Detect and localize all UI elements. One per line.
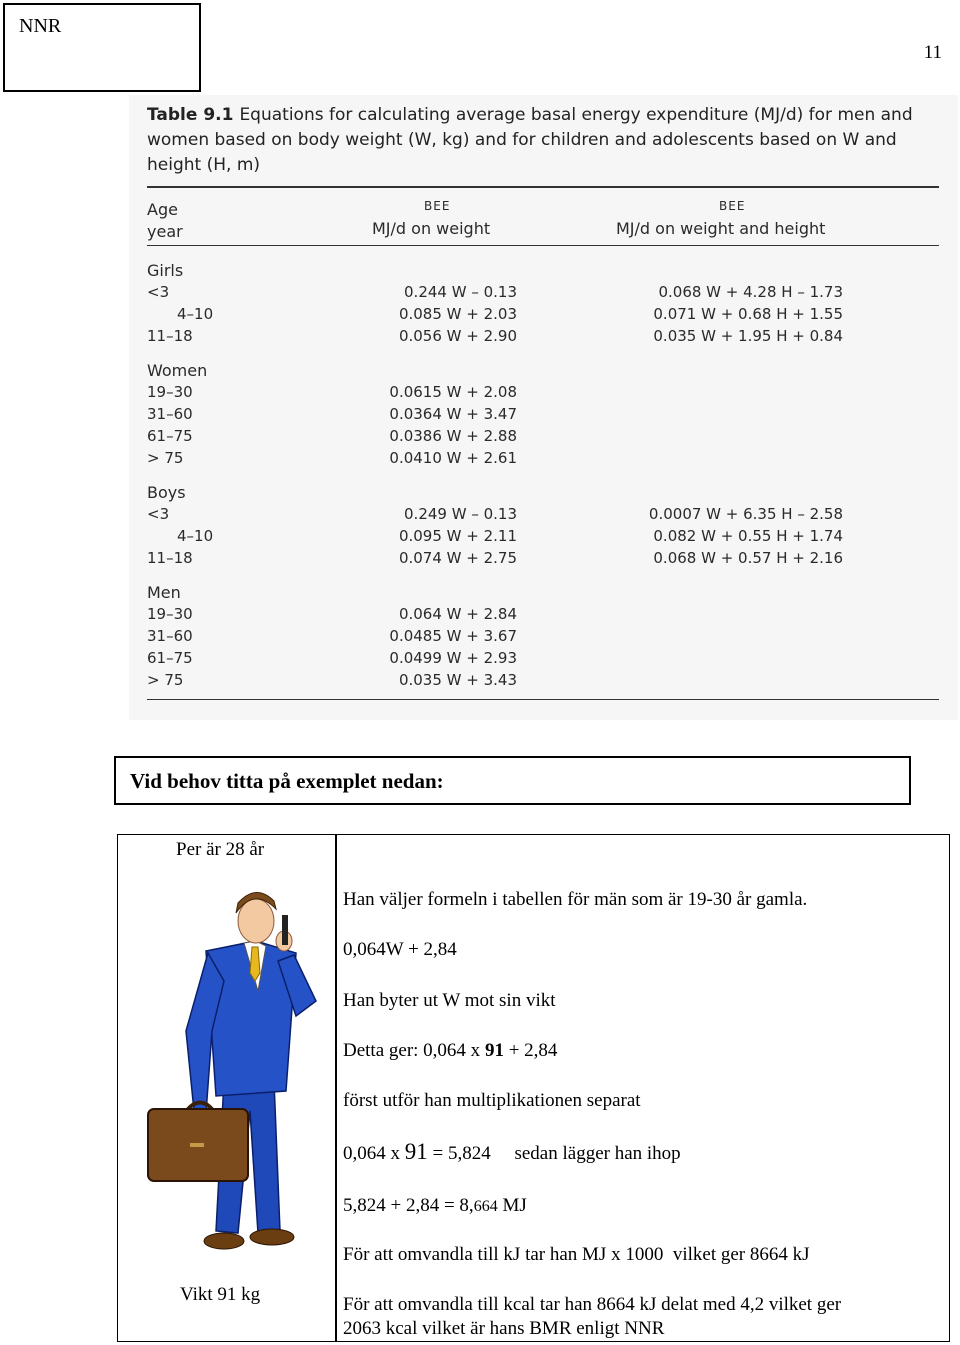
text-line-7-pre: 5,824 + 2,84 = 8, xyxy=(343,1195,474,1216)
col-weight-height-label: MJ/d on weight and height xyxy=(616,219,826,238)
weight-formula: 0.074 W + 2.75 xyxy=(398,549,517,567)
weight-formula: 0.0499 W + 2.93 xyxy=(389,649,517,667)
text-line-10: 2063 kcal vilket är hans BMR enligt NNR xyxy=(343,1318,665,1339)
table-rule-top xyxy=(147,186,939,188)
table-caption-text: Equations for calculating average basal energy expenditure (MJ/d) for men and women based on body weight (W, kg) and for children and adolescents based on W and height (H, m) xyxy=(147,105,913,175)
group-name: Boys xyxy=(147,483,186,502)
text-line-9: För att omvandla till kcal tar han 8664 kJ delat med 4,2 vilket ger xyxy=(343,1294,842,1315)
weight-formula: 0.0410 W + 2.61 xyxy=(389,449,517,467)
weight-formula: 0.095 W + 2.11 xyxy=(398,527,517,545)
age-cell: <3 xyxy=(147,505,170,523)
text-line-4-bold: 91 xyxy=(484,1040,504,1061)
age-cell: 19–30 xyxy=(147,605,193,623)
text-line-2: 0,064W + 2,84 xyxy=(343,939,457,960)
table-row xyxy=(129,405,958,427)
text-line-6-post: = 5,824 sedan lägger han ihop xyxy=(427,1143,681,1164)
weight-height-formula: 0.082 W + 0.55 H + 1.74 xyxy=(653,527,843,545)
col-bee2-label: BEE xyxy=(719,199,746,213)
table-caption xyxy=(147,103,927,178)
age-cell: > 75 xyxy=(147,671,184,689)
age-cell: > 75 xyxy=(147,449,184,467)
age-cell: 31–60 xyxy=(147,405,193,423)
group-row xyxy=(129,261,958,283)
age-cell: 11–18 xyxy=(147,327,193,345)
weight-formula: 0.249 W – 0.13 xyxy=(404,505,517,523)
age-cell: 11–18 xyxy=(147,549,193,567)
text-line-7-post: MJ xyxy=(497,1195,527,1216)
weight-formula: 0.056 W + 2.90 xyxy=(398,327,517,345)
text-line-3: Han byter ut W mot sin vikt xyxy=(343,990,556,1011)
weight-formula: 0.0386 W + 2.88 xyxy=(389,427,517,445)
person-caption: Per är 28 år xyxy=(176,839,265,860)
weight-height-formula: 0.068 W + 4.28 H – 1.73 xyxy=(658,283,843,301)
age-cell: 4–10 xyxy=(177,305,214,323)
group-name: Girls xyxy=(147,261,184,280)
weight-height-formula: 0.068 W + 0.57 H + 2.16 xyxy=(653,549,843,567)
text-line-7 xyxy=(343,1195,527,1217)
page-number: 11 xyxy=(923,42,942,63)
weight-caption: Vikt 91 kg xyxy=(180,1284,261,1305)
text-line-4 xyxy=(343,1040,557,1062)
table-row xyxy=(129,649,958,671)
text-line-6-big: 91 xyxy=(404,1139,428,1164)
table-row xyxy=(129,427,958,449)
weight-formula: 0.064 W + 2.84 xyxy=(398,605,517,623)
businessman-illustration xyxy=(146,881,336,1261)
age-cell: 61–75 xyxy=(147,649,193,667)
col-bee1-label: BEE xyxy=(424,199,451,213)
weight-height-formula: 0.071 W + 0.68 H + 1.55 xyxy=(653,305,843,323)
header-label-box xyxy=(3,3,201,92)
group-row xyxy=(129,483,958,505)
text-line-7-small: 664 xyxy=(473,1198,498,1215)
table-row xyxy=(129,505,958,527)
group-row xyxy=(129,361,958,383)
weight-height-formula: 0.0007 W + 6.35 H – 2.58 xyxy=(648,505,843,523)
scanned-table xyxy=(129,95,958,720)
text-line-4-post: + 2,84 xyxy=(503,1040,558,1061)
table-rule-header xyxy=(147,245,939,246)
age-cell: 31–60 xyxy=(147,627,193,645)
weight-formula: 0.0364 W + 3.47 xyxy=(389,405,517,423)
group-name: Women xyxy=(147,361,208,380)
text-line-1: Han väljer formeln i tabellen för män som är 19-30 år gamla. xyxy=(343,889,808,910)
banner-text: Vid behov titta på exemplet nedan: xyxy=(130,769,444,793)
table-row xyxy=(129,327,958,349)
text-line-6-pre: 0,064 x xyxy=(343,1143,405,1164)
col-weight-label: MJ/d on weight xyxy=(372,219,491,238)
table-row xyxy=(129,671,958,693)
table-caption-label: Table 9.1 xyxy=(147,105,234,125)
table-row xyxy=(129,549,958,571)
weight-formula: 0.0485 W + 3.67 xyxy=(389,627,517,645)
table-row xyxy=(129,527,958,549)
text-line-8: För att omvandla till kJ tar han MJ x 1000 vilket ger 8664 kJ xyxy=(343,1244,810,1265)
age-cell: <3 xyxy=(147,283,170,301)
group-name: Men xyxy=(147,583,181,602)
col-year-label: year xyxy=(147,222,183,241)
weight-formula: 0.035 W + 3.43 xyxy=(398,671,517,689)
age-cell: 61–75 xyxy=(147,427,193,445)
col-age-label: Age xyxy=(147,200,178,219)
weight-formula: 0.244 W – 0.13 xyxy=(404,283,517,301)
text-line-4-pre: Detta ger: 0,064 x xyxy=(343,1040,485,1061)
weight-height-formula: 0.035 W + 1.95 H + 0.84 xyxy=(653,327,843,345)
table-row xyxy=(129,283,958,305)
header-label: NNR xyxy=(19,15,62,37)
group-row xyxy=(129,583,958,605)
text-line-6 xyxy=(343,1139,681,1165)
table-row xyxy=(129,627,958,649)
table-row xyxy=(129,383,958,405)
table-rule-bottom xyxy=(147,699,939,700)
weight-formula: 0.085 W + 2.03 xyxy=(398,305,517,323)
text-line-5: först utför han multiplikationen separat xyxy=(343,1090,641,1111)
table-row xyxy=(129,449,958,471)
age-cell: 4–10 xyxy=(177,527,214,545)
weight-formula: 0.0615 W + 2.08 xyxy=(389,383,517,401)
example-table xyxy=(117,834,950,1342)
table-row xyxy=(129,605,958,627)
example-banner xyxy=(114,756,911,805)
table-row xyxy=(129,305,958,327)
age-cell: 19–30 xyxy=(147,383,193,401)
